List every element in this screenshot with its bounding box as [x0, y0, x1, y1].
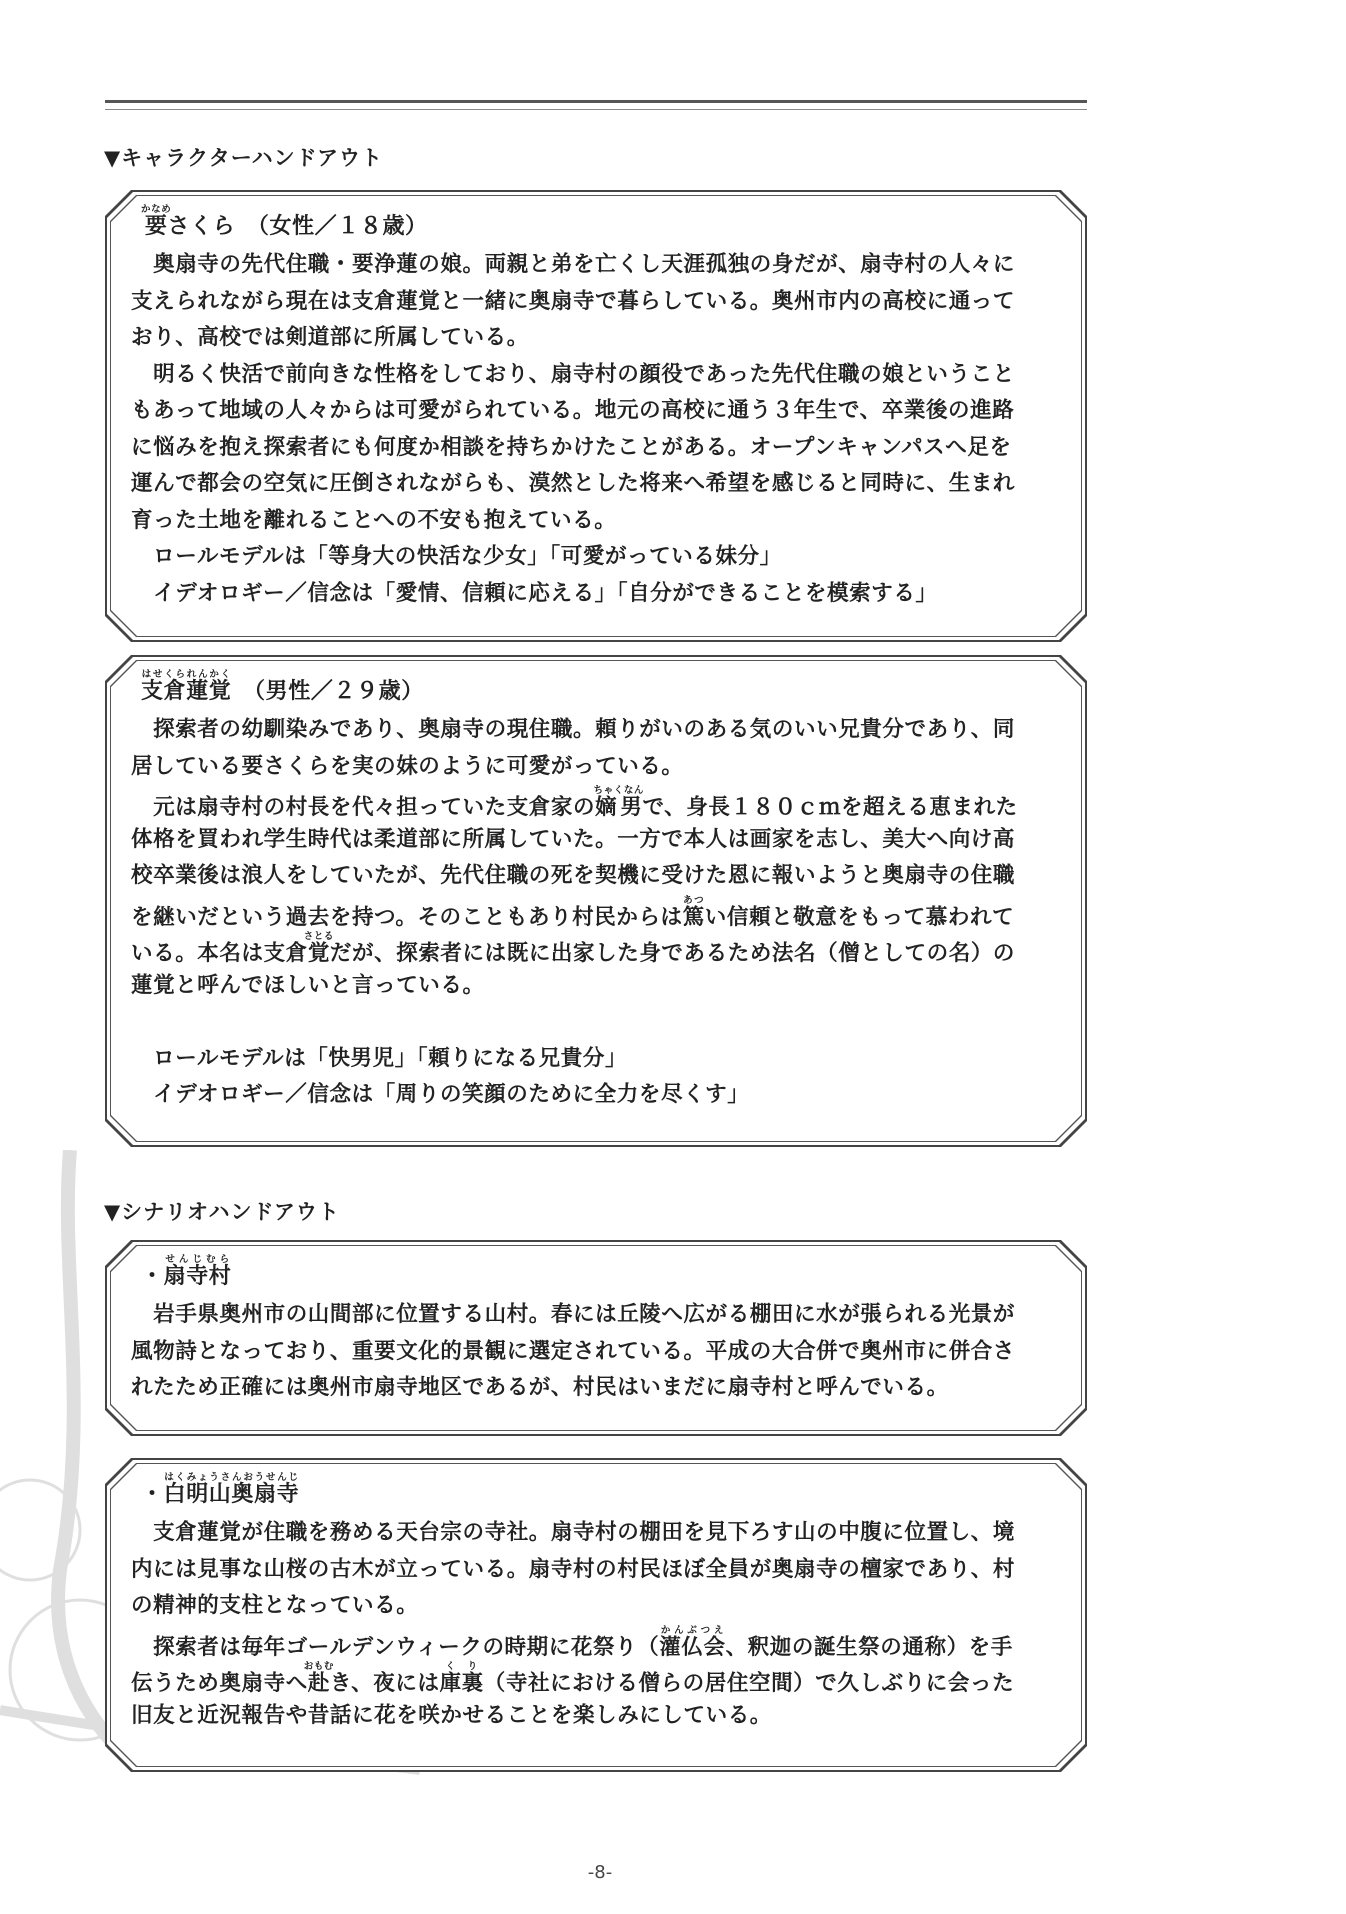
text-line: 元は扇寺村の村長を代々担っていた支倉家の嫡男ちゃくなんで、身長１８０ｃｍを超える恵まれた [131, 785, 1018, 820]
text-line: おり、高校では剣道部に所属している。 [131, 325, 529, 350]
ruby-word: 篤あつ [682, 894, 705, 930]
handout-box-renkaku [105, 655, 1087, 1147]
furigana: おもむ [303, 1661, 335, 1672]
text-line: 明るく快活で前向きな性格をしており、扇寺村の顔役であった先代住職の娘ということ [131, 361, 1015, 387]
section-heading-character: ▼キャラクターハンドアウト [104, 146, 384, 170]
text-line: イデオロギー／信念は「周りの笑顔のために全力を尽くす」 [131, 1082, 750, 1107]
top-rule [105, 100, 1087, 110]
text-line: 育った土地を離れることへの不安も抱えている。 [131, 507, 617, 533]
handout-box-okusenji-temple [105, 1458, 1087, 1772]
box-content [131, 1472, 1065, 1734]
box-title: 要かなめさくら （女性／１８歳） [141, 204, 428, 239]
section-heading-scenario: ▼シナリオハンドアウト [104, 1200, 340, 1224]
ruby-word: 灌仏会かんぶつえ [659, 1624, 726, 1660]
text-line: ロールモデルは「等身大の快活な少女」「可愛がっている妹分」 [131, 544, 782, 569]
furigana: さとる [303, 931, 335, 942]
box-content [131, 669, 1065, 1114]
text-line: 探索者は毎年ゴールデンウィークの時期に花祭り（灌仏会かんぶつえ、釈迦の誕生祭の通称）を手 [131, 1624, 1013, 1660]
text-line: れたため正確には奥州市扇寺地区であるが、村民はいまだに扇寺村と呼んでいる。 [131, 1375, 949, 1400]
box-title: ・扇寺村せんじむら [141, 1254, 232, 1289]
furigana: かなめ [141, 204, 172, 215]
ruby-word: 庫裏くり [439, 1661, 484, 1696]
furigana: ちゃくなん [593, 785, 645, 796]
furigana: はくみょうさんおうせんじ [163, 1472, 300, 1483]
furigana: はせくられんかく [141, 669, 232, 680]
ruby-word: 嫡男ちゃくなん [593, 785, 645, 820]
handout-box-sakura [105, 190, 1087, 642]
text-line: 内には見事な山桜の古木が立っている。扇寺村の村民ほぼ全員が奥扇寺の檀家であり、村 [131, 1556, 1016, 1582]
furigana: せんじむら [163, 1254, 232, 1265]
text-line: に悩みを抱え探索者にも何度か相談を持ちかけたことがある。オープンキャンパスへ足を [131, 434, 1012, 460]
ruby-word: 支倉蓮覚はせくられんかく [141, 669, 232, 704]
text-line [131, 1004, 1065, 1041]
text-line: 奥扇寺の先代住職・要浄蓮の娘。両親と弟を亡くし天涯孤独の身だが、扇寺村の人々に [131, 252, 1016, 277]
text-line: ロールモデルは「快男児」「頼りになる兄貴分」 [131, 1045, 628, 1071]
text-line: 居している要さくらを実の妹のように可愛がっている。 [131, 753, 684, 779]
ruby-word: 扇寺村せんじむら [163, 1254, 232, 1289]
text-line: いる。本名は支倉覚さとるだが、探索者には既に出家した身であるため法名（僧としての名）の [131, 931, 1016, 966]
text-line: 蓮覚と呼んでほしいと言っている。 [131, 972, 485, 998]
text-line: 体格を買われ学生時代は柔道部に所属していた。一方で本人は画家を志し、美大へ向け高 [131, 826, 1016, 852]
box-content [131, 1254, 1065, 1407]
text-line: イデオロギー／信念は「愛情、信頼に応える」「自分ができることを模索する」 [131, 580, 938, 606]
text-line: 運んで都会の空気に圧倒されながらも、漠然とした将来へ希望を感じると同時に、生まれ [131, 471, 1016, 496]
ruby-word: 要かなめ [141, 204, 172, 239]
ruby-word: 覚さとる [303, 931, 335, 966]
ruby-word: 白明山奥扇寺はくみょうさんおうせんじ [163, 1472, 300, 1507]
page-number: -8- [587, 1862, 613, 1883]
ruby-word: 赴おもむ [303, 1661, 335, 1696]
text-line: 伝うため奥扇寺へ赴おもむき、夜には庫裏くり（寺社における僧らの居住空間）で久しぶりに会った [131, 1661, 1015, 1696]
text-line: 支えられながら現在は支倉蓮覚と一緒に奥扇寺で暮らしている。奥州市内の高校に通って [131, 288, 1016, 314]
text-line: 旧友と近況報告や昔話に花を咲かせることを楽しみにしている。 [131, 1702, 772, 1728]
box-title: ・白明山奥扇寺はくみょうさんおうせんじ [141, 1472, 300, 1507]
text-line: もあって地域の人々からは可愛がられている。地元の高校に通う３年生で、卒業後の進路 [131, 398, 1015, 423]
box-title: 支倉蓮覚はせくられんかく （男性／２９歳） [141, 669, 424, 704]
text-line: 支倉蓮覚が住職を務める天台宗の寺社。扇寺村の棚田を見下ろす山の中腹に位置し、境 [131, 1520, 1016, 1545]
text-line: 探索者の幼馴染みであり、奥扇寺の現住職。頼りがいのある気のいい兄貴分であり、同 [131, 717, 1016, 742]
furigana: かんぶつえ [659, 1624, 726, 1636]
text-line: を継いだという過去を持つ。そのこともあり村民からは篤あつい信頼と敬意をもって慕われて [131, 894, 1015, 930]
furigana: あつ [682, 894, 705, 906]
text-line: の精神的支柱となっている。 [131, 1593, 419, 1618]
box-content [131, 204, 1065, 612]
text-line: 風物詩となっており、重要文化的景観に選定されている。平成の大合併で奥州市に併合さ [131, 1338, 1016, 1364]
handout-box-senji-village [105, 1240, 1087, 1436]
text-line: 岩手県奥州市の山間部に位置する山村。春には丘陵へ広がる棚田に水が張られる光景が [131, 1302, 1016, 1327]
text-line: 校卒業後は浪人をしていたが、先代住職の死を契機に受けた恩に報いようと奥扇寺の住職 [131, 863, 1016, 888]
furigana: くり [439, 1661, 484, 1672]
